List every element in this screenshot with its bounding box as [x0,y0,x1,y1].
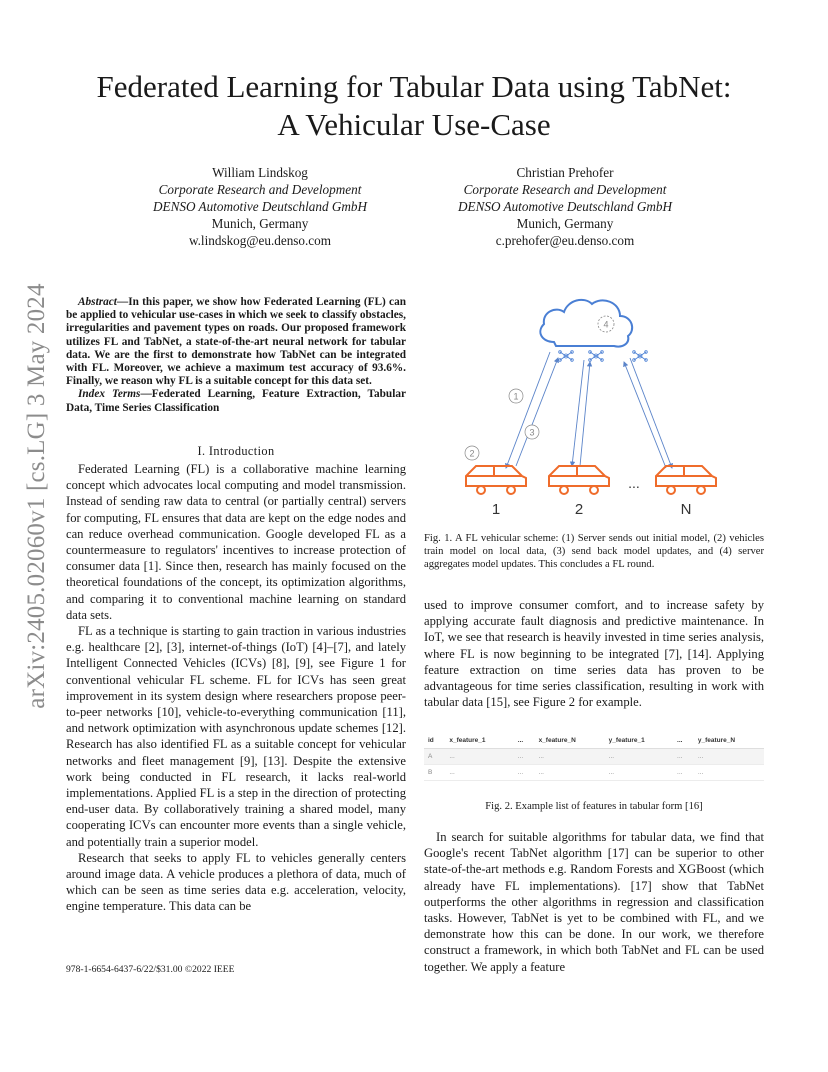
author-name: William Lindskog [212,165,308,180]
author-email: c.prehofer@eu.denso.com [495,233,635,248]
model-network-icon [559,351,574,362]
intro-paragraph-3: Research that seeks to apply FL to vehicles generally centers around image data. A vehicle produces a plethora of data, much of which can be seen as time series data e.g. acceleration, velocity, engine temperature. This data can be [66,850,406,914]
vehicle-ellipsis: ... [628,475,640,491]
table-row [424,765,764,781]
right-paragraph-1: used to improve consumer comfort, and to increase safety by applying accurate fault diagnosis and predictive maintenance. In IoT, we see that research is heavily invested in time series analysis, where FL is now beginning to be integrated [7], [14]. Applying feature extraction on time series data has proven to be advantageous for time series classification, resulting in work with tabular data [15], see Figure 2 for example. [424,598,764,710]
author-block-2 [415,164,715,249]
intro-paragraph-1: Federated Learning (FL) is a collaborative machine learning concept which advocates local computing and model transmission. Instead of sending raw data to central (or partially central) servers for computing, FL ensures that data are kept on the edge nodes and can reduce overhead communication. Google developed FL as a countermeasure to regulators' incentives to increase protection of consumer data [1]. Since then, research has mainly focused on the theoretical foundations of the concept, its optimization algorithms, and comparing it to conventional machine learning on standard data sets. [66,462,406,622]
col-header-id: id [424,733,445,749]
arrow-car-1-to-server [516,358,558,466]
model-network-icon [589,351,604,362]
abstract-text: —In this paper, we show how Federated Learning (FL) can be applied to vehicular use-cases in which we seek to classify obstacles, irregularities and pavement types on roads. Our proposed framework utilizes FL and TabNet, a state-of-the-art neural network for tabular data. We are the first to demonstrate how TabNet can be integrated with FL. Moreover, we achieve a maximum test accuracy of 93.6%. Finally, we reason why FL is a suitable concept for this data set. [66,296,406,388]
author-block-1 [110,164,410,249]
col-header-y-feature-n: y_feature_N [694,733,764,749]
copyright-footer: 978-1-6654-6437-6/22/$31.00 ©2022 IEEE [66,964,235,975]
table-cell: ... [694,749,764,765]
figure-2-caption: Fig. 2. Example list of features in tabular form [16] [485,801,703,812]
arrow-server-to-car-1 [506,352,550,468]
author-dept: Corporate Research and Development [158,182,362,197]
abstract-block [66,296,406,415]
arrow-server-to-car-2 [572,360,584,466]
car-2-label: 2 [574,501,584,518]
table-cell: ... [514,765,535,781]
car-1-label: 1 [491,501,501,518]
table-cell: A [424,749,445,765]
feature-table [424,733,764,781]
left-column-text [66,461,406,915]
step-3-label: 3 [529,427,535,438]
car-n-label: N [680,501,692,518]
table-row [424,749,764,765]
index-terms-paragraph [66,388,406,414]
paper-title [0,68,828,144]
arxiv-identifier: arXiv:2405.02060v1 [cs.LG] 3 May 2024 [23,283,50,709]
intro-paragraph-2: FL as a technique is starting to gain traction in various industries e.g. healthcare [2], [3], internet-of-things (IoT) [4]–[7], and lately Intelligent Connected Vehicles (ICVs) [8], [9], see Figure 1 for conventional vehicular FL scheme. FL for ICVs has seen great improvement in its system design where researchers propose peer-to-peer networks [10], vehicle-to-everything communication [11], and network optimization with asynchronous update schemes [12]. Research has also identified FL as a suitable concept for vehicular networks and fleet management [9], [13]. Despite the extensive work being conducted in FL research, it lacks real-world implementations. Applied FL is a step in the direction of protecting end-user data. By collaboratively training a shared model, many cooperating ICVs can encounter more events than a single vehicle, and potentially train a superior model. [66,624,406,849]
car-icon [656,466,716,494]
table-cell: ... [694,765,764,781]
step-1-label: 1 [513,391,519,402]
model-network-icon [633,351,648,362]
author-org: DENSO Automotive Deutschland GmbH [152,199,368,214]
figure-1-fl-scheme [424,290,764,520]
car-icon [549,466,609,494]
step-2-label: 2 [469,448,475,459]
right-column-text-1 [424,597,764,710]
arrow-server-to-car-n [630,358,672,468]
figure-2-feature-table [424,733,764,781]
col-header-ellipsis: ... [514,733,535,749]
index-terms-text: —Federated Learning, Feature Extraction, Tabular Data, Time Series Classification [66,388,406,414]
arrow-car-2-to-server [580,362,590,466]
col-header-x-feature-1: x_feature_1 [445,733,513,749]
abstract-label: Abstract [78,296,117,308]
table-cell: ... [605,765,673,781]
col-header-x-feature-n: x_feature_N [535,733,605,749]
table-cell: ... [514,749,535,765]
author-city: Munich, Germany [211,216,309,231]
arrow-car-n-to-server [624,362,666,468]
right-paragraph-2: In search for suitable algorithms for tabular data, we find that Google's recent TabNet algorithm [17] can be superior to other state-of-the-art methods e.g. Random Forests and XGBoost (which already have FL implementations). [17] show that TabNet outperforms the other algorithms in regression and classification tasks. However, TabNet is yet to be combined with FL, and we demonstrate how this can be done. In our work, we therefore construct a framework, in which both TabNet and FL can be used together. We apply a feature [424,830,764,974]
table-cell: B [424,765,445,781]
arxiv-sidebar [22,283,52,709]
right-column-text-2 [424,829,764,975]
table-cell: ... [605,749,673,765]
title-line-2: A Vehicular Use-Case [277,107,551,142]
table-cell: ... [445,749,513,765]
table-cell: ... [535,749,605,765]
step-4-label: 4 [603,319,609,330]
table-header-row [424,733,764,749]
author-org: DENSO Automotive Deutschland GmbH [457,199,673,214]
col-header-ellipsis: ... [673,733,694,749]
table-cell: ... [535,765,605,781]
table-cell: ... [445,765,513,781]
author-city: Munich, Germany [516,216,614,231]
title-line-1: Federated Learning for Tabular Data using TabNet: [96,69,732,104]
car-icon [466,466,526,494]
abstract-paragraph [66,296,406,388]
author-dept: Corporate Research and Development [463,182,667,197]
server-cloud-icon [540,300,632,347]
index-terms-label: Index Terms [78,388,141,401]
section-heading-introduction: I. Introduction [197,444,275,458]
author-email: w.lindskog@eu.denso.com [188,233,332,248]
table-cell: ... [673,765,694,781]
author-name: Christian Prehofer [516,165,614,180]
table-cell: ... [673,749,694,765]
col-header-y-feature-1: y_feature_1 [605,733,673,749]
figure-1-caption: Fig. 1. A FL vehicular scheme: (1) Server sends out initial model, (2) vehicles train model on local data, (3) send back model updates, and (4) server aggregates model updates. This concludes a FL round. [424,533,764,571]
